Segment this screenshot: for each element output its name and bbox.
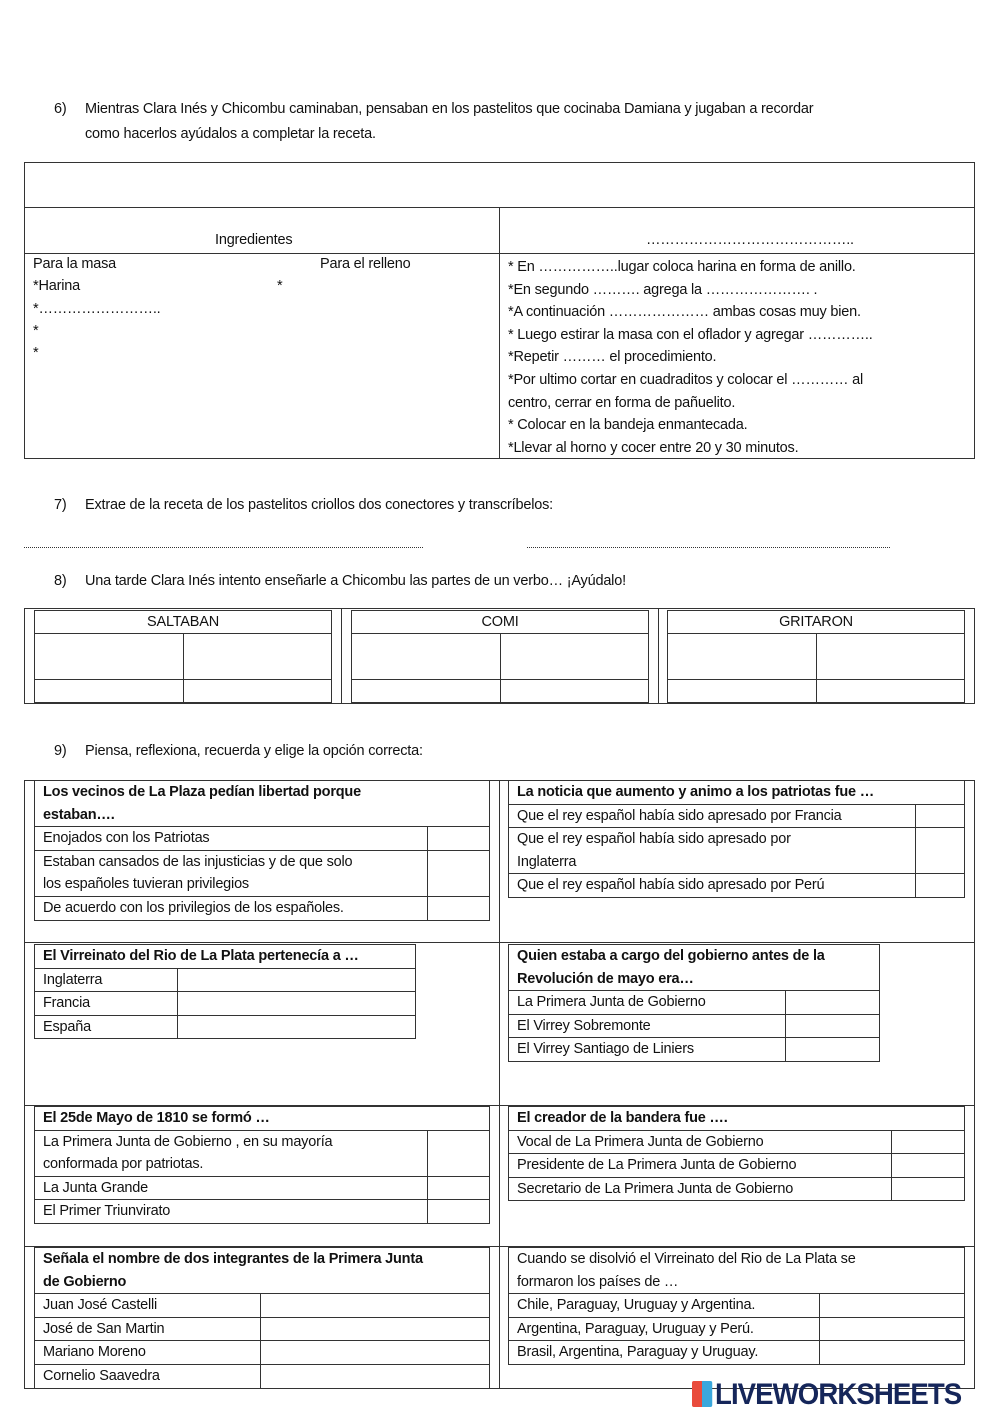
question-title	[509, 781, 965, 805]
option-answer-cell[interactable]	[785, 1038, 879, 1062]
question-header-row	[35, 1107, 490, 1131]
option-text	[35, 1317, 261, 1341]
verb-answer-cell[interactable]	[352, 680, 501, 703]
option-text	[35, 992, 178, 1016]
verb-answer-cell[interactable]	[352, 634, 501, 680]
option-row	[35, 1317, 490, 1341]
recipe-step[interactable]: *Llevar al horno y cocer entre 20 y 30 minutos.	[508, 439, 799, 456]
option-text-line: España	[43, 1018, 91, 1035]
option-row	[35, 992, 416, 1016]
recipe-step[interactable]: * Colocar en la bandeja enmantecada.	[508, 417, 748, 434]
question-header-row	[509, 1248, 965, 1294]
verb-answer-cell[interactable]	[500, 680, 649, 703]
option-text	[35, 850, 428, 896]
option-text-line: El Primer Triunvirato	[43, 1203, 171, 1220]
option-row	[509, 1130, 965, 1154]
liveworksheets-logo	[692, 1378, 961, 1412]
option-text-line: El Virrey Sobremonte	[517, 1017, 651, 1034]
option-text-line: Enojados con los Patriotas	[43, 830, 210, 847]
option-row	[35, 1364, 490, 1388]
verb-row	[35, 680, 332, 703]
verb-header-row	[352, 611, 649, 634]
option-answer-cell[interactable]	[427, 1200, 489, 1224]
option-row	[509, 804, 965, 828]
option-text-line: Chile, Paraguay, Uruguay y Argentina.	[517, 1297, 756, 1314]
option-answer-cell[interactable]	[820, 1294, 965, 1318]
option-text	[509, 1317, 820, 1341]
option-text	[509, 1177, 892, 1201]
option-text-line: Secretario de La Primera Junta de Gobierno	[517, 1180, 794, 1197]
q6-text-line2: como hacerlos ayúdalos a completar la receta.	[85, 126, 376, 142]
option-text-line: conformada por patriotas.	[43, 1156, 204, 1173]
connector-answer-1[interactable]	[24, 547, 423, 548]
option-text-line: La Primera Junta de Gobierno , en su mayoría	[43, 1133, 333, 1150]
option-answer-cell[interactable]	[178, 992, 416, 1016]
verb-header: SALTABAN	[35, 611, 332, 634]
option-answer-cell[interactable]	[260, 1317, 489, 1341]
option-text-line: Que el rey español había sido apresado por Perú	[517, 877, 825, 894]
option-answer-cell[interactable]	[427, 1130, 489, 1176]
ingredients-header: Ingredientes	[215, 232, 293, 248]
option-answer-cell[interactable]	[785, 991, 879, 1015]
option-answer-cell[interactable]	[427, 1176, 489, 1200]
option-row	[509, 1014, 880, 1038]
q7-number: 7)	[54, 497, 67, 513]
option-text	[35, 896, 428, 920]
question-title-line: de Gobierno	[43, 1273, 127, 1290]
option-text-line: Inglaterra	[517, 853, 577, 870]
quiz-question-5	[34, 1106, 490, 1224]
option-answer-cell[interactable]	[891, 1130, 964, 1154]
option-text-line: Mariano Moreno	[43, 1344, 146, 1361]
question-title	[35, 781, 490, 827]
option-answer-cell[interactable]	[891, 1154, 964, 1178]
option-text-line: Argentina, Paraguay, Uruguay y Perú.	[517, 1320, 754, 1337]
option-text	[509, 991, 786, 1015]
option-text-line: De acuerdo con los privilegios de los españoles.	[43, 899, 344, 916]
recipe-step[interactable]: *A continuación ………………… ambas cosas muy bien.	[508, 304, 861, 321]
question-title-line: Los vecinos de La Plaza pedían libertad porque	[43, 784, 361, 800]
option-text-line: Estaban cansados de las injusticias y de que solo	[43, 853, 353, 870]
question-header-row	[35, 1248, 490, 1294]
option-answer-cell[interactable]	[891, 1177, 964, 1201]
q7-text: Extrae de la receta de los pastelitos criollos dos conectores y transcríbelos:	[85, 497, 553, 513]
question-header-row	[35, 781, 490, 827]
option-text-line: La Junta Grande	[43, 1179, 149, 1196]
verb-header: GRITARON	[668, 611, 965, 634]
verb-answer-cell[interactable]	[35, 634, 184, 680]
verb-row	[35, 634, 332, 680]
option-text	[509, 1154, 892, 1178]
verb-header: COMI	[352, 611, 649, 634]
q8-text: Una tarde Clara Inés intento enseñarle a Chicombu las partes de un verbo… ¡Ayúdalo!	[85, 573, 626, 589]
option-answer-cell[interactable]	[820, 1317, 965, 1341]
verb-row	[352, 680, 649, 703]
option-row	[35, 1341, 490, 1365]
question-title-line: El Virreinato del Rio de La Plata pertenecía a …	[43, 948, 359, 964]
option-text-line: Inglaterra	[43, 971, 103, 988]
option-row	[509, 1294, 965, 1318]
option-row	[35, 1015, 416, 1039]
option-text-line: los españoles tuvieran privilegios	[43, 876, 249, 893]
option-text	[509, 804, 916, 828]
option-text	[35, 827, 428, 851]
verb-answer-cell[interactable]	[668, 634, 817, 680]
option-text-line: José de San Martin	[43, 1320, 165, 1337]
quiz-question-2	[508, 780, 965, 898]
option-text-line: Francia	[43, 995, 90, 1012]
option-row	[35, 1176, 490, 1200]
option-row	[509, 991, 880, 1015]
option-row	[35, 1294, 490, 1318]
verb-table-gritaron	[667, 610, 965, 703]
verb-answer-cell[interactable]	[816, 680, 965, 703]
question-title	[509, 1248, 965, 1294]
verb-answer-cell[interactable]	[816, 634, 965, 680]
question-title-line: El creador de la bandera fue ….	[517, 1110, 728, 1126]
option-text	[509, 1341, 820, 1365]
question-header-row	[35, 945, 416, 969]
option-text-line: Presidente de La Primera Junta de Gobierno	[517, 1157, 797, 1174]
option-row	[509, 1177, 965, 1201]
question-title	[35, 1107, 490, 1131]
option-text	[509, 1038, 786, 1062]
verb-answer-cell[interactable]	[500, 634, 649, 680]
option-row	[509, 1154, 965, 1178]
relleno-label: Para el relleno	[320, 256, 411, 272]
question-title-line: Señala el nombre de dos integrantes de la Primera Junta	[43, 1251, 423, 1267]
option-answer-cell[interactable]	[428, 850, 490, 896]
quiz-question-1	[34, 780, 490, 921]
option-text-line: La Primera Junta de Gobierno	[517, 994, 706, 1011]
masa-item[interactable]: *……………………..	[33, 301, 161, 317]
logo-text: LIVEWORKSHEETS	[715, 1378, 962, 1411]
masa-item[interactable]: *	[33, 323, 39, 339]
option-text	[509, 1294, 820, 1318]
masa-label: Para la masa	[33, 256, 117, 272]
recipe-step[interactable]: *En segundo ………. agrega la …………………. .	[508, 281, 818, 298]
option-text-line: Brasil, Argentina, Paraguay y Uruguay.	[517, 1344, 759, 1361]
recipe-step[interactable]: * Luego estirar la masa con el oflador y agregar …………..	[508, 326, 873, 343]
q9-text: Piensa, reflexiona, recuerda y elige la opción correcta:	[85, 743, 423, 759]
recipe-step[interactable]: *Repetir ……… el procedimiento.	[508, 349, 717, 366]
option-row	[509, 874, 965, 898]
question-title-line: Cuando se disolvió el Virreinato del Rio de La Plata se	[517, 1251, 856, 1267]
option-row	[35, 1200, 490, 1224]
option-row	[35, 1130, 490, 1176]
masa-item[interactable]: *	[33, 345, 39, 361]
option-row	[35, 827, 490, 851]
verb-answer-cell[interactable]	[668, 680, 817, 703]
option-text	[35, 1015, 178, 1039]
option-row	[509, 828, 965, 874]
option-text	[35, 1200, 428, 1224]
q8-number: 8)	[54, 573, 67, 589]
option-answer-cell[interactable]	[428, 896, 490, 920]
masa-item: *Harina	[33, 278, 80, 294]
option-answer-cell[interactable]	[916, 874, 965, 898]
question-title	[35, 1248, 490, 1294]
question-title-line: formaron los países de …	[517, 1273, 679, 1290]
option-answer-cell[interactable]	[916, 828, 965, 874]
option-text	[35, 1364, 261, 1388]
verb-header-row	[35, 611, 332, 634]
option-answer-cell[interactable]	[178, 968, 416, 992]
verb-row	[668, 634, 965, 680]
option-text-line: Que el rey español había sido apresado por	[517, 831, 791, 848]
verb-answer-cell[interactable]	[183, 634, 332, 680]
verb-answer-cell[interactable]	[35, 680, 184, 703]
option-row	[509, 1341, 965, 1365]
option-text	[509, 1014, 786, 1038]
option-answer-cell[interactable]	[178, 1015, 416, 1039]
option-row	[35, 896, 490, 920]
recipe-step[interactable]: *Por ultimo cortar en cuadraditos y colocar el ………… al	[508, 371, 864, 388]
option-answer-cell[interactable]	[260, 1341, 489, 1365]
relleno-item[interactable]: *	[277, 278, 283, 294]
recipe-steps	[508, 256, 873, 459]
question-title-line: estaban….	[43, 806, 115, 823]
q6-text-line1: Mientras Clara Inés y Chicombu caminaban, pensaban en los pastelitos que cocinaba Damiana y jugaban a recordar	[85, 101, 814, 117]
option-answer-cell[interactable]	[260, 1364, 489, 1388]
option-answer-cell[interactable]	[785, 1014, 879, 1038]
question-header-row	[509, 781, 965, 805]
option-answer-cell[interactable]	[916, 804, 965, 828]
liveworksheets-logo-icon	[692, 1381, 712, 1407]
quiz-question-6	[508, 1106, 965, 1201]
question-title	[509, 945, 880, 991]
quiz-question-7	[34, 1247, 490, 1389]
option-text-line: Cornelio Saavedra	[43, 1367, 160, 1384]
verb-table-comi	[351, 610, 649, 703]
q9-number: 9)	[54, 743, 67, 759]
option-row	[35, 968, 416, 992]
option-text-line: Vocal de La Primera Junta de Gobierno	[517, 1133, 764, 1150]
question-title-line: Quien estaba a cargo del gobierno antes de la	[517, 948, 825, 964]
q6-number: 6)	[54, 101, 67, 117]
option-answer-cell[interactable]	[820, 1341, 965, 1365]
option-row	[35, 850, 490, 896]
option-text-line: Que el rey español había sido apresado por Francia	[517, 807, 842, 824]
option-text	[35, 1176, 428, 1200]
option-text	[35, 968, 178, 992]
option-row	[509, 1038, 880, 1062]
quiz-question-8	[508, 1247, 965, 1365]
option-answer-cell[interactable]	[260, 1294, 489, 1318]
option-text	[509, 874, 916, 898]
verb-table-saltaban	[34, 610, 332, 703]
option-text	[509, 828, 916, 874]
recipe-step[interactable]: centro, cerrar en forma de pañuelito.	[508, 394, 736, 411]
question-header-row	[509, 1107, 965, 1131]
verb-row	[668, 680, 965, 703]
option-text-line: Juan José Castelli	[43, 1297, 158, 1314]
option-text	[35, 1341, 261, 1365]
question-title-line: La noticia que aumento y animo a los patriotas fue …	[517, 784, 874, 800]
question-header-row	[509, 945, 880, 991]
quiz-question-3	[34, 944, 416, 1039]
quiz-question-4	[508, 944, 880, 1062]
connector-answer-2[interactable]	[527, 547, 890, 548]
question-title-line: Revolución de mayo era…	[517, 970, 694, 987]
option-row	[509, 1317, 965, 1341]
verb-row	[352, 634, 649, 680]
steps-header-blank[interactable]: ……………………………………..	[646, 232, 854, 248]
option-text	[35, 1294, 261, 1318]
verb-header-row	[668, 611, 965, 634]
option-answer-cell[interactable]	[428, 827, 490, 851]
option-text	[509, 1130, 892, 1154]
option-text-line: El Virrey Santiago de Liniers	[517, 1041, 694, 1058]
question-title-line: El 25de Mayo de 1810 se formó …	[43, 1110, 270, 1126]
option-text	[35, 1130, 428, 1176]
question-title	[509, 1107, 965, 1131]
verb-answer-cell[interactable]	[183, 680, 332, 703]
question-title	[35, 945, 416, 969]
recipe-step[interactable]: * En ……………..lugar coloca harina en forma de anillo.	[508, 259, 856, 275]
